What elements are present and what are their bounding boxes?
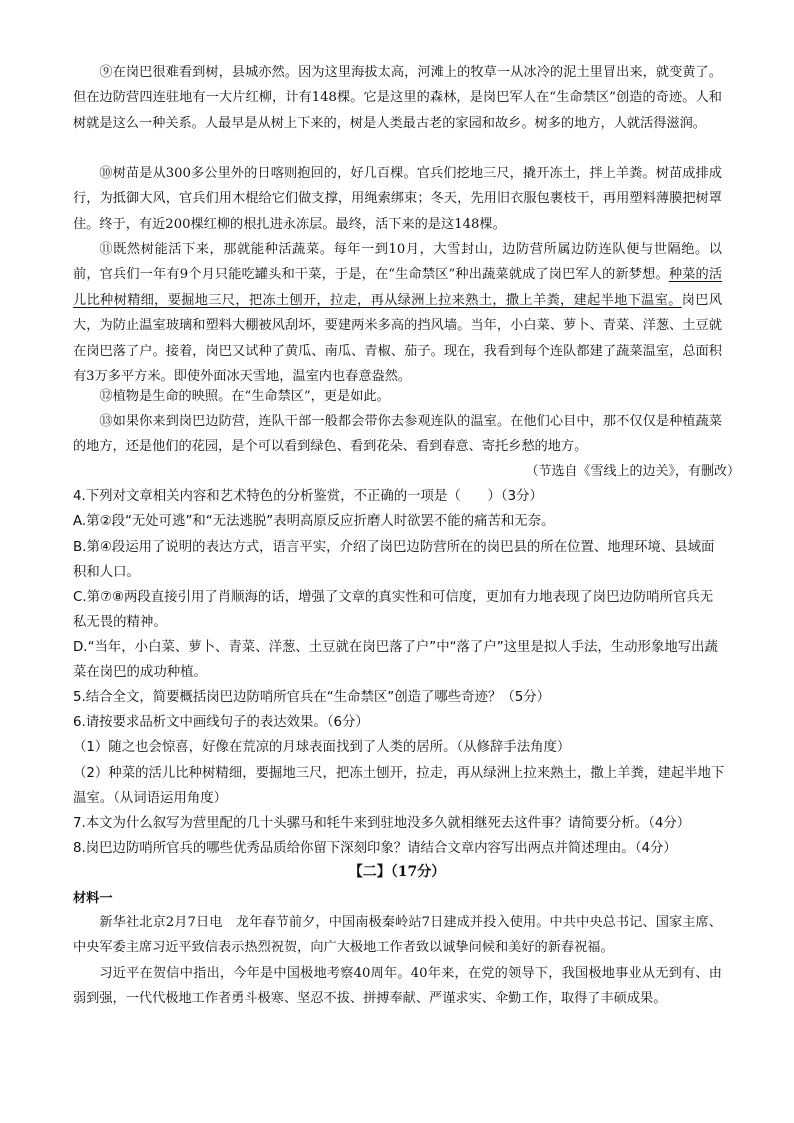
question-4-stem: 4.下列对文章相关内容和艺术特色的分析鉴赏，不正确的一项是（ ）（3分） bbox=[73, 489, 543, 504]
section-2-title: 【二】（17分） bbox=[348, 864, 446, 880]
question-6-item-2: （2）种菜的活儿比种树精细，要掘地三尺，把冻土刨开，拉走，再从绿洲上拉来熟土，撒上羊粪，建起半地下温室。（从词语运用角度） bbox=[73, 766, 725, 807]
paragraph-11 bbox=[73, 237, 722, 389]
question-4-option-a: A.第②段“无处可逃”和“无法逃脱”表明高原反应折磨人时欲罢不能的痛苦和无奈。 bbox=[73, 514, 555, 529]
underlined-sentence: 种菜的活儿比种树精细，要掘地三尺，把冻土刨开，拉走，再从绿洲上拉来熟土，撒上羊粪，建起半地下温室。 bbox=[73, 267, 723, 308]
paragraph-13: ⑬如果你来到岗巴边防营，连队干部一般都会带你去参观连队的温室。在他们心目中，那不仅仅是种植蔬菜的地方，还是他们的花园，是个可以看到绿色、看到花朵、看到春意、寄托乡愁的地方。 bbox=[73, 414, 722, 455]
material-1-paragraph-2: 习近平在贺信中指出，今年是中国极地考察40周年。40年来，在党的领导下，我国极地事业从无到有、由弱到强，一代代极地工作者勇斗极寒、坚忍不拔、拼搏奉献、严谨求实、伞勤工作，取得了丰硕成果。 bbox=[73, 966, 722, 1007]
question-6: 6.请按要求品析文中画线句子的表达效果。（6分） bbox=[73, 715, 369, 730]
material-1-label: 材料一 bbox=[73, 891, 113, 906]
question-6-item-1: （1）随之也会惊喜，好像在荒凉的月球表面找到了人类的居所。（从修辞手法角度） bbox=[73, 740, 571, 755]
paragraph-10: ⑩树苗是从300多公里外的日喀则抱回的，好几百棵。官兵们挖地三尺，撬开冻土，拌上羊粪。树苗成排成行，为抵御大风，官兵们用木棍给它们做支撑，用绳索绑束；冬天，先用旧衣服包裹枝干，再用塑料薄膜把树罩住。终于，有近200棵红柳的根扎进永冻层。最终，活下来的是这148棵。 bbox=[73, 166, 722, 232]
material-1-paragraph-1: 新华社北京2月7日电 龙年春节前夕，中国南极秦岭站7日建成并投入使用。中共中央总书记、国家主席、中央军委主席习近平致信表示热烈祝贺，向广大极地工作者致以诚挚问候和美好的新春祝福。 bbox=[73, 915, 722, 956]
source-note: （节选自《雪线上的边关》，有删改） bbox=[525, 464, 740, 479]
paragraph-9: ⑨在岗巴很难看到树，县城亦然。因为这里海拔太高，河滩上的牧草一从冰冷的泥土里冒出来，就变黄了。但在边防营四连驻地有一大片红柳，计有148棵。它是这里的森林，是岗巴军人在“生命禁区”创造的奇迹。人和树就是这么一种关系。人最早是从树上下来的，树是人类最古老的家园和故乡。树多的地方，人就活得滋润。 bbox=[73, 65, 722, 131]
paragraph-11-part-b: 岗巴风大，为防止温室玻璃和塑料大棚被风刮坏，要建两米多高的挡风墙。当年，小白菜、萝卜、青菜、洋葱、土豆就在岗巴落了户。接着，岗巴又试种了黄瓜、南瓜、青椒、茄子。现在，我看到每个连队都建了蔬菜温室，总面积有3万多平方米。即使外面冰天雪地，温室内也春意盎然。 bbox=[73, 292, 723, 385]
paragraph-12: ⑫植物是生命的映照。在“生命禁区”，更是如此。 bbox=[99, 389, 390, 404]
question-5: 5.结合全文，简要概括岗巴边防哨所官兵在“生命禁区”创造了哪些奇迹？（5分） bbox=[73, 690, 551, 705]
question-4-option-d: D.“当年，小白菜、萝卜、青菜、洋葱、土豆就在岗巴落了户”中“落了户”这里是拟人手法，生动形象地写出蔬菜在岗巴的成功种植。 bbox=[73, 640, 718, 681]
paragraph-11-part-a: ⑪既然树能活下来，那就能种活蔬菜。每年一到10月，大雪封山，边防营所属边防连队便与世隔绝。以前，官兵们一年有9个月只能吃罐头和干菜，于是，在“生命禁区”种出蔬菜就成了岗巴军人的新梦想。 bbox=[73, 242, 722, 283]
question-8: 8.岗巴边防哨所官兵的哪些优秀品质给你留下深刻印象？请结合文章内容写出两点并简述理由。（4分） bbox=[73, 841, 677, 856]
question-4-option-c: C.第⑦⑧两段直接引用了肖顺海的话，增强了文章的真实性和可信度，更加有力地表现了岗巴边防哨所官兵无私无畏的精神。 bbox=[73, 590, 714, 631]
question-4-option-b: B.第④段运用了说明的表达方式，语言平实，介绍了岗巴边防营所在的岗巴县的所在位置、地理环境、县域面积和人口。 bbox=[73, 540, 715, 581]
question-7: 7.本文为什么叙写为营里配的几十头骡马和牦牛来到驻地没多久就相继死去这件事？请简要分析。（4分） bbox=[73, 816, 691, 831]
